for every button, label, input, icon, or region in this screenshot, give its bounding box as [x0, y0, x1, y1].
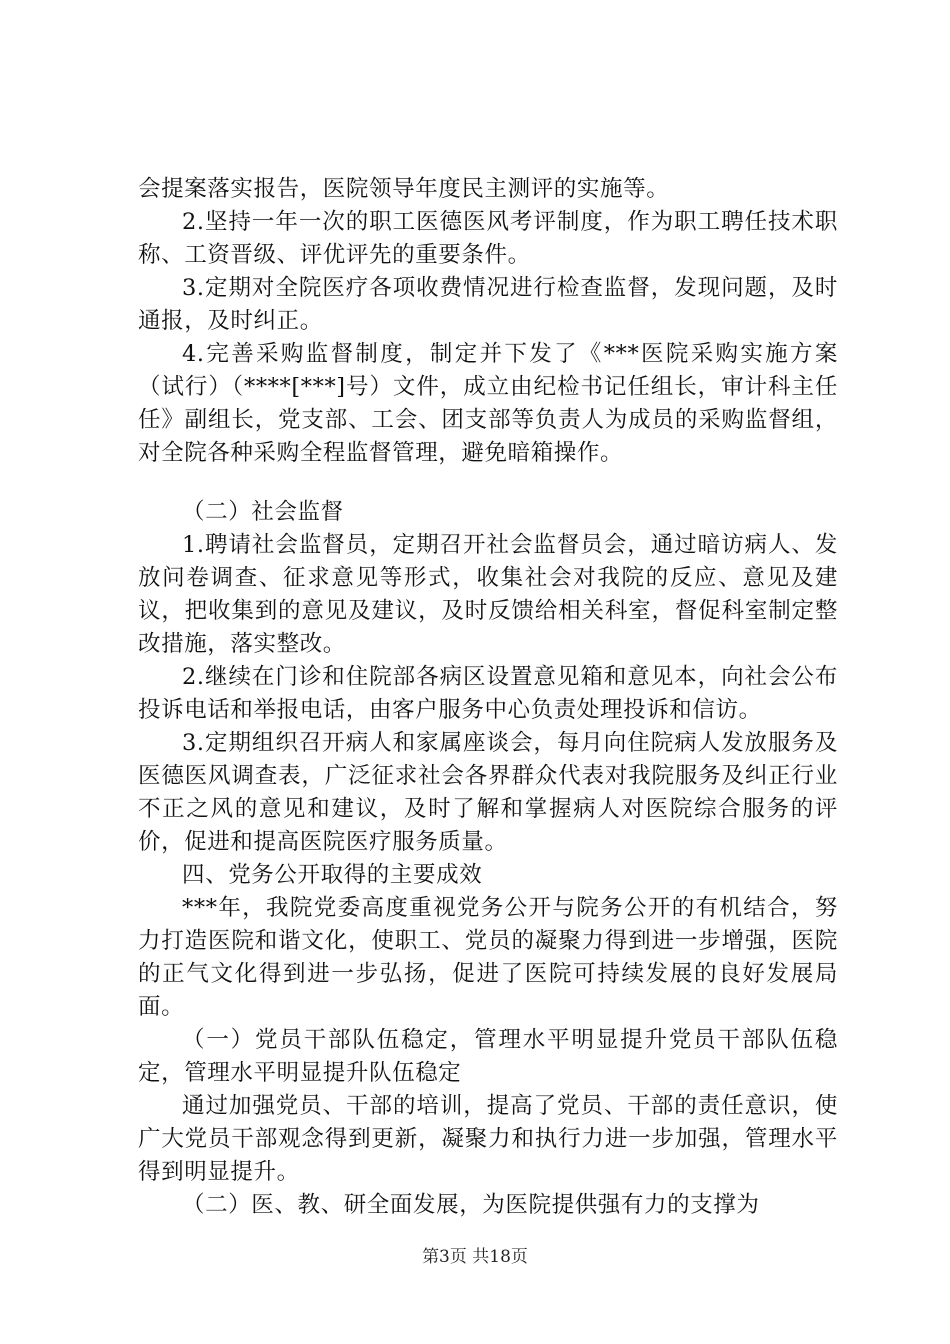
paragraph-training: 通过加强党员、干部的培训，提高了党员、干部的责任意识，使广大党员干部观念得到更新，凝聚力和执行力进一步加强，管理水平得到明显提升。 — [138, 1093, 838, 1185]
paragraph-item-3: 3.定期对全院医疗各项收费情况进行检查监督，发现问题，及时通报，及时纠正。 — [138, 275, 838, 334]
paragraph-achievements-intro: ***年，我院党委高度重视党务公开与院务公开的有机结合，努力打造医院和谐文化，使职工、党员的凝聚力得到进一步增强，医院的正气文化得到进一步弘扬，促进了医院可持续发展的良好发展局面。 — [138, 895, 838, 1020]
paragraph-continuation: 会提案落实报告，医院领导年度民主测评的实施等。 — [138, 176, 670, 202]
subheading-medical-teaching-research: （二）医、教、研全面发展，为医院提供强有力的支撑为 — [182, 1192, 760, 1218]
paragraph-social-2: 2.继续在门诊和住院部各病区设置意见箱和意见本，向社会公布投诉电话和举报电话，由客户服务中心负责处理投诉和信访。 — [138, 664, 838, 723]
section-heading-achievements: 四、党务公开取得的主要成效 — [182, 862, 483, 888]
paragraph-item-2: 2.坚持一年一次的职工医德医风考评制度，作为职工聘任技术职称、工资晋级、评优评先的重要条件。 — [138, 209, 838, 268]
paragraph-social-1: 1.聘请社会监督员，定期召开社会监督员会，通过暗访病人、发放问卷调查、征求意见等形式，收集社会对我院的反应、意见及建议，把收集到的意见及建议，及时反馈给相关科室，督促科室制定整改措施，落实整改。 — [138, 532, 838, 657]
page-footer: 第3页 共18页 — [422, 1247, 528, 1267]
paragraph-social-3: 3.定期组织召开病人和家属座谈会，每月向住院病人发放服务及医德医风调查表，广泛征求社会各界群众代表对我院服务及纠正行业不正之风的意见和建议，及时了解和掌握病人对医院综合服务的评价，促进和提高医院医疗服务质量。 — [138, 730, 838, 855]
document-body — [138, 173, 838, 1222]
section-heading-social-supervision: （二）社会监督 — [182, 499, 344, 525]
subheading-team-stable: （一）党员干部队伍稳定，管理水平明显提升党员干部队伍稳定，管理水平明显提升队伍稳定 — [138, 1027, 838, 1086]
paragraph-gap — [138, 470, 838, 496]
paragraph-item-4: 4.完善采购监督制度，制定并下发了《***医院采购实施方案（试行）（****[***]号）文件，成立由纪检书记任组长，审计科主任任》副组长，党支部、工会、团支部等负责人为成员的采购监督组，对全院各种采购全程监督管理，避免暗箱操作。 — [138, 341, 838, 466]
